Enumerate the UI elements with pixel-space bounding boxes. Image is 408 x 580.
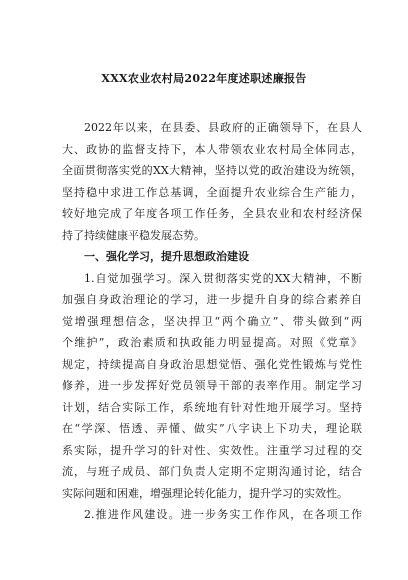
section-heading: 一、强化学习，提升思想政治建设 xyxy=(84,250,249,263)
para1-line: 实际问题和困难，增强理论转化能力，提升学习的实效性。 xyxy=(62,486,348,500)
para1-line: 个维护”，政治素质和执政能力明显提高。对照《党章》 xyxy=(62,336,362,349)
section-1 xyxy=(62,246,362,526)
intro-paragraph xyxy=(62,117,362,246)
intro-line: 2022年以来，在县委、县政府的正确领导下，在县人 xyxy=(84,121,362,134)
document-title: XXX农业农村局2022年度述职述廉报告 xyxy=(101,72,307,85)
intro-line: 全面贯彻落实党的XX大精神，坚持以党的政治建设为统领， xyxy=(62,164,362,177)
para2-line: 2.推进作风建设。进一步务实工作作风，在各项工作 xyxy=(84,508,362,521)
intro-line: 大、政协的监督支持下，本人带领农业农村局全体同志， xyxy=(62,142,362,156)
para1-line: 修养，进一步发挥好党员领导干部的表率作用。制定学习 xyxy=(62,379,362,392)
para1-line: 在“学深、悟透、弄懂、做实”八字诀上下功夫，理论联 xyxy=(62,422,362,435)
para1-line: 加强自身政治理论的学习，进一步提升自身的综合素养自 xyxy=(62,293,362,306)
intro-line: 较好地完成了年度各项工作任务，全县农业和农村经济保 xyxy=(62,207,362,220)
intro-line: 持了持续健康平稳发展态势。 xyxy=(62,228,205,242)
para1-line: 1.自觉加强学习。深入贯彻落实党的XX大精神，不断 xyxy=(84,271,362,285)
para1-line: 系实际，提升学习的针对性、实效性。注重学习过程的交 xyxy=(62,443,362,457)
para1-line: 计划，结合实际工作，系统地有针对性地开展学习。坚持 xyxy=(62,400,362,414)
intro-line: 坚持稳中求进工作总基调，全面提升农业综合生产能力， xyxy=(62,185,362,199)
para1-line: 觉增强理想信念，坚决捍卫“两个确立”、带头做到“两 xyxy=(62,314,362,328)
para1-line: 流，与班子成员、部门负责人定期不定期沟通讨论，结合 xyxy=(62,465,362,478)
para1-line: 规定，持续提高自身政治思想觉悟、强化党性锻炼与党性 xyxy=(62,357,362,371)
